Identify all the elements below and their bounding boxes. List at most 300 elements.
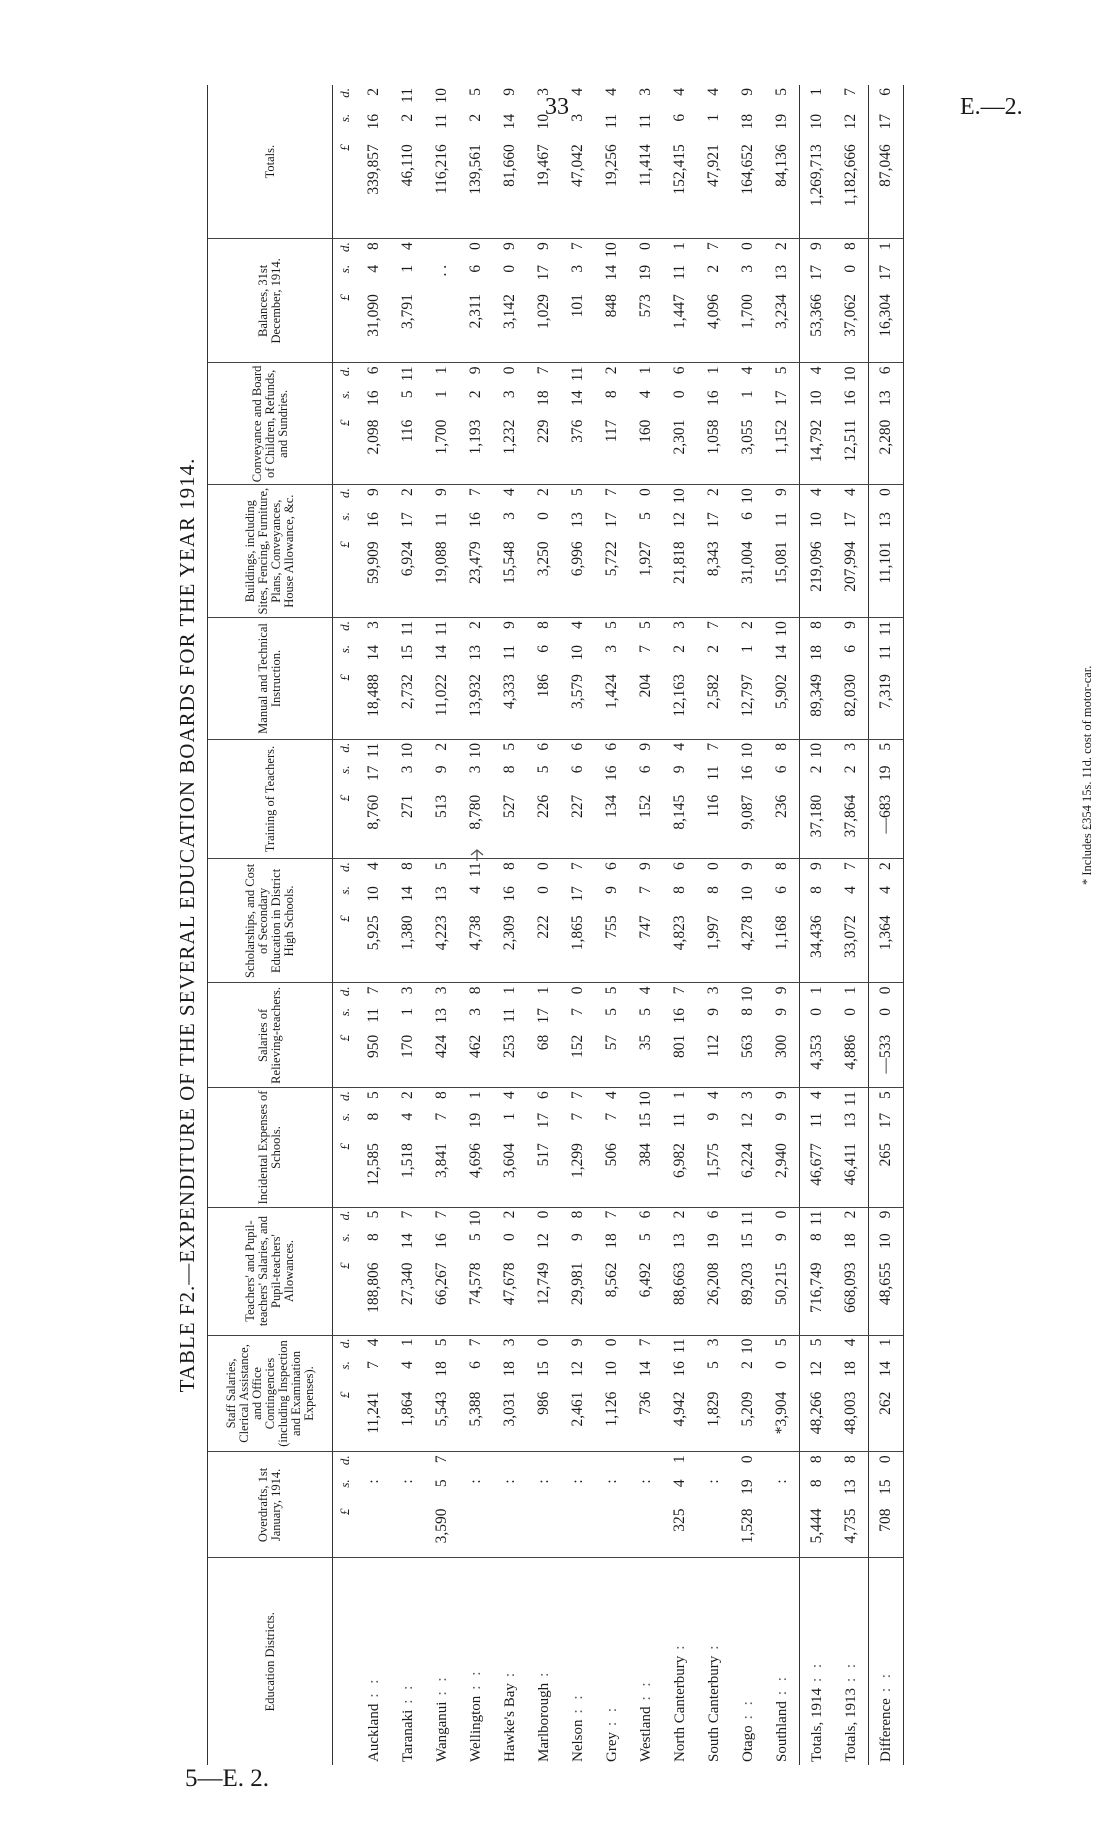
- unit-label: d.: [337, 242, 352, 252]
- shillings-cell: 9: [569, 1233, 586, 1242]
- pence-cell: 7: [603, 488, 620, 497]
- shillings-cell: 17: [869, 111, 904, 141]
- pence-cell: 11: [842, 1091, 859, 1107]
- pence-cell: 8: [501, 862, 518, 871]
- shillings-cell: 1: [433, 390, 450, 399]
- pounds-cell: 1,380: [391, 912, 425, 983]
- pence-cell: 9: [773, 986, 790, 995]
- shillings-cell: 0: [773, 1361, 790, 1369]
- shillings-cell: 18: [501, 1361, 518, 1377]
- shillings-cell: 0: [800, 1005, 835, 1032]
- pounds-cell: 986: [527, 1389, 561, 1452]
- pence-cell: 4: [671, 88, 688, 96]
- unit-blank: [333, 1558, 358, 1765]
- header-col-12: Totals.: [208, 85, 333, 239]
- pounds-cell: 134: [595, 792, 629, 859]
- pounds-cell: 2,309: [493, 912, 527, 983]
- pence-cell: 6: [603, 742, 620, 751]
- pence-cell: 0: [637, 488, 654, 497]
- pounds-cell: 152: [629, 792, 663, 859]
- shillings-cell: 10: [603, 1361, 620, 1377]
- unit-label: s.: [337, 512, 352, 521]
- shillings-cell: 8: [800, 1230, 835, 1259]
- shillings-cell: 6: [535, 644, 552, 653]
- pounds-cell: 21,818: [663, 538, 697, 617]
- pounds-cell: 6,924: [391, 538, 425, 617]
- pounds-cell: [629, 1506, 663, 1558]
- pounds-cell: 1,700: [425, 417, 459, 485]
- pence-cell: 7: [705, 742, 722, 751]
- table-row: [459, 85, 493, 1765]
- table-row: [493, 85, 527, 1765]
- unit-label: £: [333, 1389, 358, 1452]
- pounds-cell: 31,090: [357, 291, 391, 363]
- shillings-cell: 14: [603, 264, 620, 281]
- shillings-cell: 6: [569, 765, 586, 774]
- shillings-cell: 3: [501, 390, 518, 399]
- pounds-cell: 8,780: [459, 792, 493, 859]
- pounds-cell: 424: [425, 1032, 459, 1088]
- shillings-cell: 16: [365, 113, 382, 130]
- shillings-cell: 11: [800, 1110, 835, 1140]
- leader-dots: : :: [365, 1676, 382, 1698]
- shillings-cell: 17: [365, 765, 382, 782]
- pounds-cell: 47,678: [493, 1260, 527, 1336]
- pounds-cell: 6,996: [561, 538, 595, 617]
- pence-cell: 11: [399, 88, 416, 103]
- pounds-cell: 3,590: [425, 1506, 459, 1558]
- pounds-cell: 219,096: [800, 538, 835, 617]
- shillings-cell: 13: [433, 886, 450, 902]
- row-label-text: Hawke's Bay: [501, 1683, 518, 1762]
- shillings-cell: 13: [467, 644, 484, 661]
- shillings-cell: 4: [399, 1361, 416, 1369]
- row-label: [595, 1558, 629, 1765]
- pounds-cell: 116: [697, 792, 731, 859]
- pence-cell: 3: [365, 621, 382, 629]
- pence-cell: 1: [671, 242, 688, 250]
- shillings-cell: 13: [671, 1233, 688, 1249]
- pence-cell: 4: [671, 742, 688, 751]
- pence-cell: 4: [603, 88, 620, 96]
- row-label-text: South Canterbury: [705, 1655, 722, 1762]
- unit-label: d.: [337, 621, 352, 631]
- pounds-cell: 265: [869, 1140, 904, 1207]
- shillings-cell: :: [705, 1479, 722, 1484]
- pence-cell: 1: [637, 366, 654, 375]
- pounds-cell: [459, 1506, 493, 1558]
- pence-cell: 4: [800, 485, 835, 509]
- shillings-cell: 2: [671, 644, 688, 653]
- leader-dots: : :: [603, 1704, 620, 1726]
- pence-cell: 10: [399, 742, 416, 759]
- pounds-cell: 74,578: [459, 1260, 493, 1336]
- pounds-cell: 87,046: [869, 141, 904, 238]
- shillings-cell: 7: [365, 1361, 382, 1369]
- footnote: * Includes £354 15s. 11d. cost of motor-car.: [1080, 665, 1094, 885]
- pounds-cell: 15,548: [493, 538, 527, 617]
- shillings-cell: 4: [399, 1112, 416, 1121]
- pence-cell: 1: [535, 986, 552, 995]
- pence-cell: [561, 1452, 595, 1476]
- pence-cell: 10: [739, 1338, 756, 1355]
- pence-cell: 7: [399, 1210, 416, 1219]
- pounds-cell: 3,791: [391, 291, 425, 363]
- pounds-cell: 1,865: [561, 912, 595, 983]
- pounds-cell: 12,585: [357, 1140, 391, 1207]
- pence-cell: 2: [773, 242, 790, 250]
- shillings-cell: 11: [433, 113, 450, 129]
- pence-cell: 7: [569, 862, 586, 871]
- pence-cell: 9: [773, 488, 790, 497]
- pence-cell: 3: [501, 1338, 518, 1347]
- pence-cell: 9: [467, 366, 484, 375]
- pounds-cell: 37,864: [834, 792, 869, 859]
- shillings-cell: 17: [535, 1112, 552, 1129]
- shillings-cell: 1: [705, 113, 722, 122]
- pence-cell: 10: [773, 621, 790, 637]
- unit-row: [333, 85, 358, 1765]
- leader-dots: : :: [637, 1679, 654, 1701]
- pence-cell: [459, 1452, 493, 1476]
- shillings-cell: 7: [637, 886, 654, 894]
- shillings-cell: 8: [705, 886, 722, 894]
- pounds-cell: 3,841: [425, 1140, 459, 1207]
- pounds-cell: 81,660: [493, 141, 527, 238]
- pounds-cell: 7,319: [869, 671, 904, 739]
- unit-label: d.: [337, 88, 352, 98]
- shillings-cell: 17: [705, 512, 722, 528]
- pounds-cell: 3,579: [561, 671, 595, 739]
- pounds-cell: 6,224: [731, 1140, 765, 1207]
- shillings-cell: 7: [637, 644, 654, 653]
- shillings-cell: 16: [433, 1233, 450, 1249]
- pence-cell: 7: [433, 1455, 450, 1464]
- pounds-cell: 716,749: [800, 1260, 835, 1336]
- pence-cell: 4: [800, 363, 835, 387]
- shillings-cell: :: [365, 1479, 382, 1484]
- pence-cell: 0: [535, 1338, 552, 1347]
- pence-cell: 5: [569, 488, 586, 497]
- pounds-cell: 747: [629, 912, 663, 983]
- header-col-9: Buildings, including Sites, Fencing, Furniture, Plans, Conveyances, House Allowance, &c.: [208, 485, 333, 618]
- pence-cell: 10: [739, 742, 756, 759]
- shillings-cell: 12: [739, 1112, 756, 1129]
- row-label-text: Auckland: [365, 1703, 382, 1762]
- table-row: [629, 85, 663, 1765]
- row-label: [869, 1558, 904, 1765]
- unit-label: d.: [337, 862, 352, 873]
- shillings-cell: 18: [603, 1233, 620, 1249]
- pence-cell: 0: [603, 1338, 620, 1347]
- shillings-cell: 11: [671, 1112, 688, 1128]
- shillings-cell: :: [773, 1479, 790, 1484]
- pounds-cell: 222: [527, 912, 561, 983]
- pence-cell: [357, 1452, 391, 1476]
- pence-cell: 2: [842, 1210, 859, 1219]
- pence-cell: 8: [467, 986, 484, 995]
- pence-cell: 6: [869, 363, 904, 387]
- row-label: [800, 1558, 835, 1765]
- pence-cell: 7: [569, 242, 586, 250]
- shillings-cell: 10: [535, 113, 552, 130]
- pounds-cell: 66,267: [425, 1260, 459, 1336]
- pence-cell: 0: [467, 242, 484, 250]
- pounds-cell: 48,003: [834, 1389, 869, 1452]
- pence-cell: 4: [842, 488, 859, 497]
- pounds-cell: *3,904: [765, 1389, 800, 1452]
- unit-label: d.: [337, 1338, 352, 1349]
- pounds-cell: 204: [629, 671, 663, 739]
- unit-label: s.: [337, 113, 352, 123]
- shillings-cell: 15: [869, 1476, 904, 1505]
- pounds-cell: 46,677: [800, 1140, 835, 1207]
- pence-cell: 2: [399, 1091, 416, 1100]
- pounds-cell: 4,278: [731, 912, 765, 983]
- pence-cell: 4: [705, 88, 722, 96]
- shillings-cell: 0: [535, 512, 552, 520]
- row-label: [493, 1558, 527, 1765]
- shillings-cell: 13: [773, 264, 790, 281]
- shillings-cell: 10: [800, 387, 835, 416]
- shillings-cell: 5: [637, 1233, 654, 1242]
- pence-cell: 9: [535, 242, 552, 250]
- pence-cell: [629, 1452, 663, 1476]
- shillings-cell: 10: [365, 886, 382, 902]
- shillings-cell: 3: [501, 512, 518, 520]
- pence-cell: 7: [842, 88, 859, 96]
- leader-dots: : :: [569, 1692, 586, 1714]
- pounds-cell: 4,942: [663, 1389, 697, 1452]
- pounds-cell: 37,062: [834, 291, 869, 363]
- row-label: [425, 1558, 459, 1765]
- shillings-cell: 7: [433, 1112, 450, 1121]
- pounds-cell: [391, 1506, 425, 1558]
- pence-cell: 1: [399, 1338, 416, 1347]
- pounds-cell: 563: [731, 1032, 765, 1088]
- pounds-cell: 1,528: [731, 1506, 765, 1558]
- pence-cell: [765, 1452, 800, 1476]
- pounds-cell: [493, 1506, 527, 1558]
- pounds-cell: 8,343: [697, 538, 731, 617]
- pence-cell: [493, 1452, 527, 1476]
- shillings-cell: 14: [501, 113, 518, 130]
- shillings-cell: 18: [535, 390, 552, 406]
- pounds-cell: 31,004: [731, 538, 765, 617]
- leader-dots: : :: [808, 1660, 825, 1683]
- shillings-cell: 10: [869, 1230, 904, 1259]
- pounds-cell: 33,072: [834, 912, 869, 983]
- shillings-cell: 17: [603, 512, 620, 528]
- leader-dots: : :: [467, 1668, 484, 1690]
- shillings-cell: 5: [399, 390, 416, 399]
- shillings-cell: 4: [637, 390, 654, 399]
- shillings-cell: 13: [869, 509, 904, 538]
- pence-cell: 8: [800, 1452, 835, 1476]
- shillings-cell: 8: [739, 1007, 756, 1016]
- pence-cell: 5: [869, 1088, 904, 1110]
- pounds-cell: 2,301: [663, 417, 697, 485]
- pounds-cell: 23,479: [459, 538, 493, 617]
- pounds-cell: 84,136: [765, 141, 800, 238]
- pounds-cell: 2,098: [357, 417, 391, 485]
- table-row: [527, 85, 561, 1765]
- table-row: [425, 85, 459, 1765]
- pence-cell: 3: [399, 986, 416, 995]
- shillings-cell: 9: [773, 1233, 790, 1242]
- pounds-cell: 262: [869, 1389, 904, 1452]
- pounds-cell: 53,366: [800, 291, 835, 363]
- pounds-cell: 11,101: [869, 538, 904, 617]
- pounds-cell: 8,145: [663, 792, 697, 859]
- pence-cell: 3: [637, 88, 654, 96]
- row-label-text: North Canterbury: [671, 1655, 688, 1762]
- shillings-cell: 6: [671, 113, 688, 122]
- pence-cell: 4: [501, 488, 518, 497]
- pounds-cell: 48,655: [869, 1260, 904, 1336]
- header-col-8: Manual and Technical Instruction.: [208, 618, 333, 740]
- pence-cell: 2: [739, 621, 756, 629]
- pounds-cell: 8,562: [595, 1260, 629, 1336]
- pence-cell: 4: [800, 1088, 835, 1110]
- unit-label: £: [333, 1032, 358, 1088]
- pence-cell: 10: [842, 366, 859, 382]
- shillings-cell: 8: [365, 1112, 382, 1121]
- shillings-cell: 4: [365, 264, 382, 273]
- pence-cell: 4: [705, 1091, 722, 1100]
- pence-cell: 10: [467, 1210, 484, 1227]
- pence-cell: 1: [800, 983, 835, 1005]
- pounds-cell: 236: [765, 792, 800, 859]
- pounds-cell: 376: [561, 417, 595, 485]
- pounds-cell: 1,864: [391, 1389, 425, 1452]
- pounds-cell: —683: [869, 792, 904, 859]
- pounds-cell: 755: [595, 912, 629, 983]
- pence-cell: 2: [433, 742, 450, 751]
- pounds-cell: 164,652: [731, 141, 765, 238]
- shillings-cell: 12: [535, 1233, 552, 1249]
- pounds-cell: 4,223: [425, 912, 459, 983]
- shillings-cell: 9: [433, 765, 450, 774]
- unit-label: d.: [337, 488, 352, 499]
- shillings-cell: 2: [705, 644, 722, 653]
- pounds-cell: 227: [561, 792, 595, 859]
- pounds-cell: 59,909: [357, 538, 391, 617]
- pence-cell: 9: [800, 239, 835, 262]
- pounds-cell: 2,582: [697, 671, 731, 739]
- pence-cell: 7: [671, 986, 688, 995]
- shillings-cell: 9: [603, 886, 620, 894]
- row-label: [357, 1558, 391, 1765]
- pounds-cell: 89,349: [800, 671, 835, 739]
- shillings-cell: 18: [433, 1361, 450, 1377]
- pence-cell: 7: [705, 621, 722, 629]
- pounds-cell: 19,088: [425, 538, 459, 617]
- pence-cell: [527, 1452, 561, 1476]
- shillings-cell: 11: [603, 113, 620, 129]
- table-title: TABLE F2.—EXPENDITURE OF THE SEVERAL EDUCATION BOARDS FOR THE YEAR 1914.: [175, 457, 199, 1393]
- pounds-cell: 517: [527, 1140, 561, 1207]
- pence-cell: 5: [773, 88, 790, 96]
- pence-cell: 3: [842, 742, 859, 751]
- leader-dots: : :: [433, 1674, 450, 1696]
- pounds-cell: 1,152: [765, 417, 800, 485]
- pounds-cell: 26,208: [697, 1260, 731, 1336]
- pence-cell: 2: [603, 366, 620, 375]
- pence-cell: 10: [433, 88, 450, 104]
- shillings-cell: :: [501, 1479, 518, 1484]
- pounds-cell: 5,925: [357, 912, 391, 983]
- pence-cell: 7: [535, 366, 552, 375]
- pounds-cell: 160: [629, 417, 663, 485]
- pounds-cell: 50,215: [765, 1260, 800, 1336]
- pence-cell: 5: [603, 986, 620, 995]
- pounds-cell: 15,081: [765, 538, 800, 617]
- shillings-cell: 2: [842, 765, 859, 774]
- pence-cell: 8: [535, 621, 552, 629]
- pence-cell: 5: [800, 1335, 835, 1358]
- row-label-text: Marlborough: [535, 1682, 552, 1762]
- row-label: [765, 1558, 800, 1765]
- pence-cell: 0: [705, 862, 722, 871]
- pence-cell: [595, 1452, 629, 1476]
- table-row: [391, 85, 425, 1765]
- pounds-cell: —533: [869, 1032, 904, 1088]
- shillings-cell: 16: [365, 512, 382, 528]
- pence-cell: 6: [535, 1091, 552, 1100]
- leader-dots: :: [501, 1669, 518, 1678]
- pounds-cell: 68: [527, 1032, 561, 1088]
- pounds-cell: 9,087: [731, 792, 765, 859]
- pounds-cell: 4,886: [834, 1032, 869, 1088]
- pounds-cell: 8,760: [357, 792, 391, 859]
- pence-cell: 1: [433, 366, 450, 375]
- shillings-cell: 9: [773, 1112, 790, 1121]
- shillings-cell: 8: [603, 390, 620, 399]
- pounds-cell: 12,511: [834, 417, 869, 485]
- pence-cell: 5: [773, 1338, 790, 1347]
- pounds-cell: 1,058: [697, 417, 731, 485]
- header-districts: Education Districts.: [208, 1558, 333, 1765]
- pounds-cell: 3,142: [493, 291, 527, 363]
- pence-cell: 6: [671, 366, 688, 375]
- unit-label: £: [333, 671, 358, 739]
- shillings-cell: 18: [842, 1233, 859, 1249]
- pence-cell: 11: [569, 366, 586, 382]
- pence-cell: 0: [869, 1452, 904, 1476]
- header-col-11: Balances, 31st December, 1914.: [208, 239, 333, 363]
- pence-cell: 5: [501, 742, 518, 751]
- leader-dots: :: [705, 1642, 722, 1650]
- pounds-cell: [595, 1506, 629, 1558]
- shillings-cell: 5: [433, 1479, 450, 1488]
- pounds-cell: [527, 1506, 561, 1558]
- shillings-cell: 19: [705, 1233, 722, 1249]
- pence-cell: 1: [467, 1091, 484, 1100]
- pounds-cell: 19,467: [527, 141, 561, 238]
- pence-cell: 4: [399, 242, 416, 250]
- pounds-cell: 16,304: [869, 291, 904, 363]
- pounds-cell: 668,093: [834, 1260, 869, 1336]
- pounds-cell: 253: [493, 1032, 527, 1088]
- pounds-cell: 1,126: [595, 1389, 629, 1452]
- shillings-cell: 6: [842, 644, 859, 653]
- pence-cell: 8: [773, 742, 790, 751]
- header-col-4: Incidental Expenses of Schools.: [208, 1088, 333, 1207]
- shillings-cell: 2: [467, 390, 484, 399]
- shillings-cell: 18: [842, 1361, 859, 1377]
- shillings-cell: 16: [603, 765, 620, 782]
